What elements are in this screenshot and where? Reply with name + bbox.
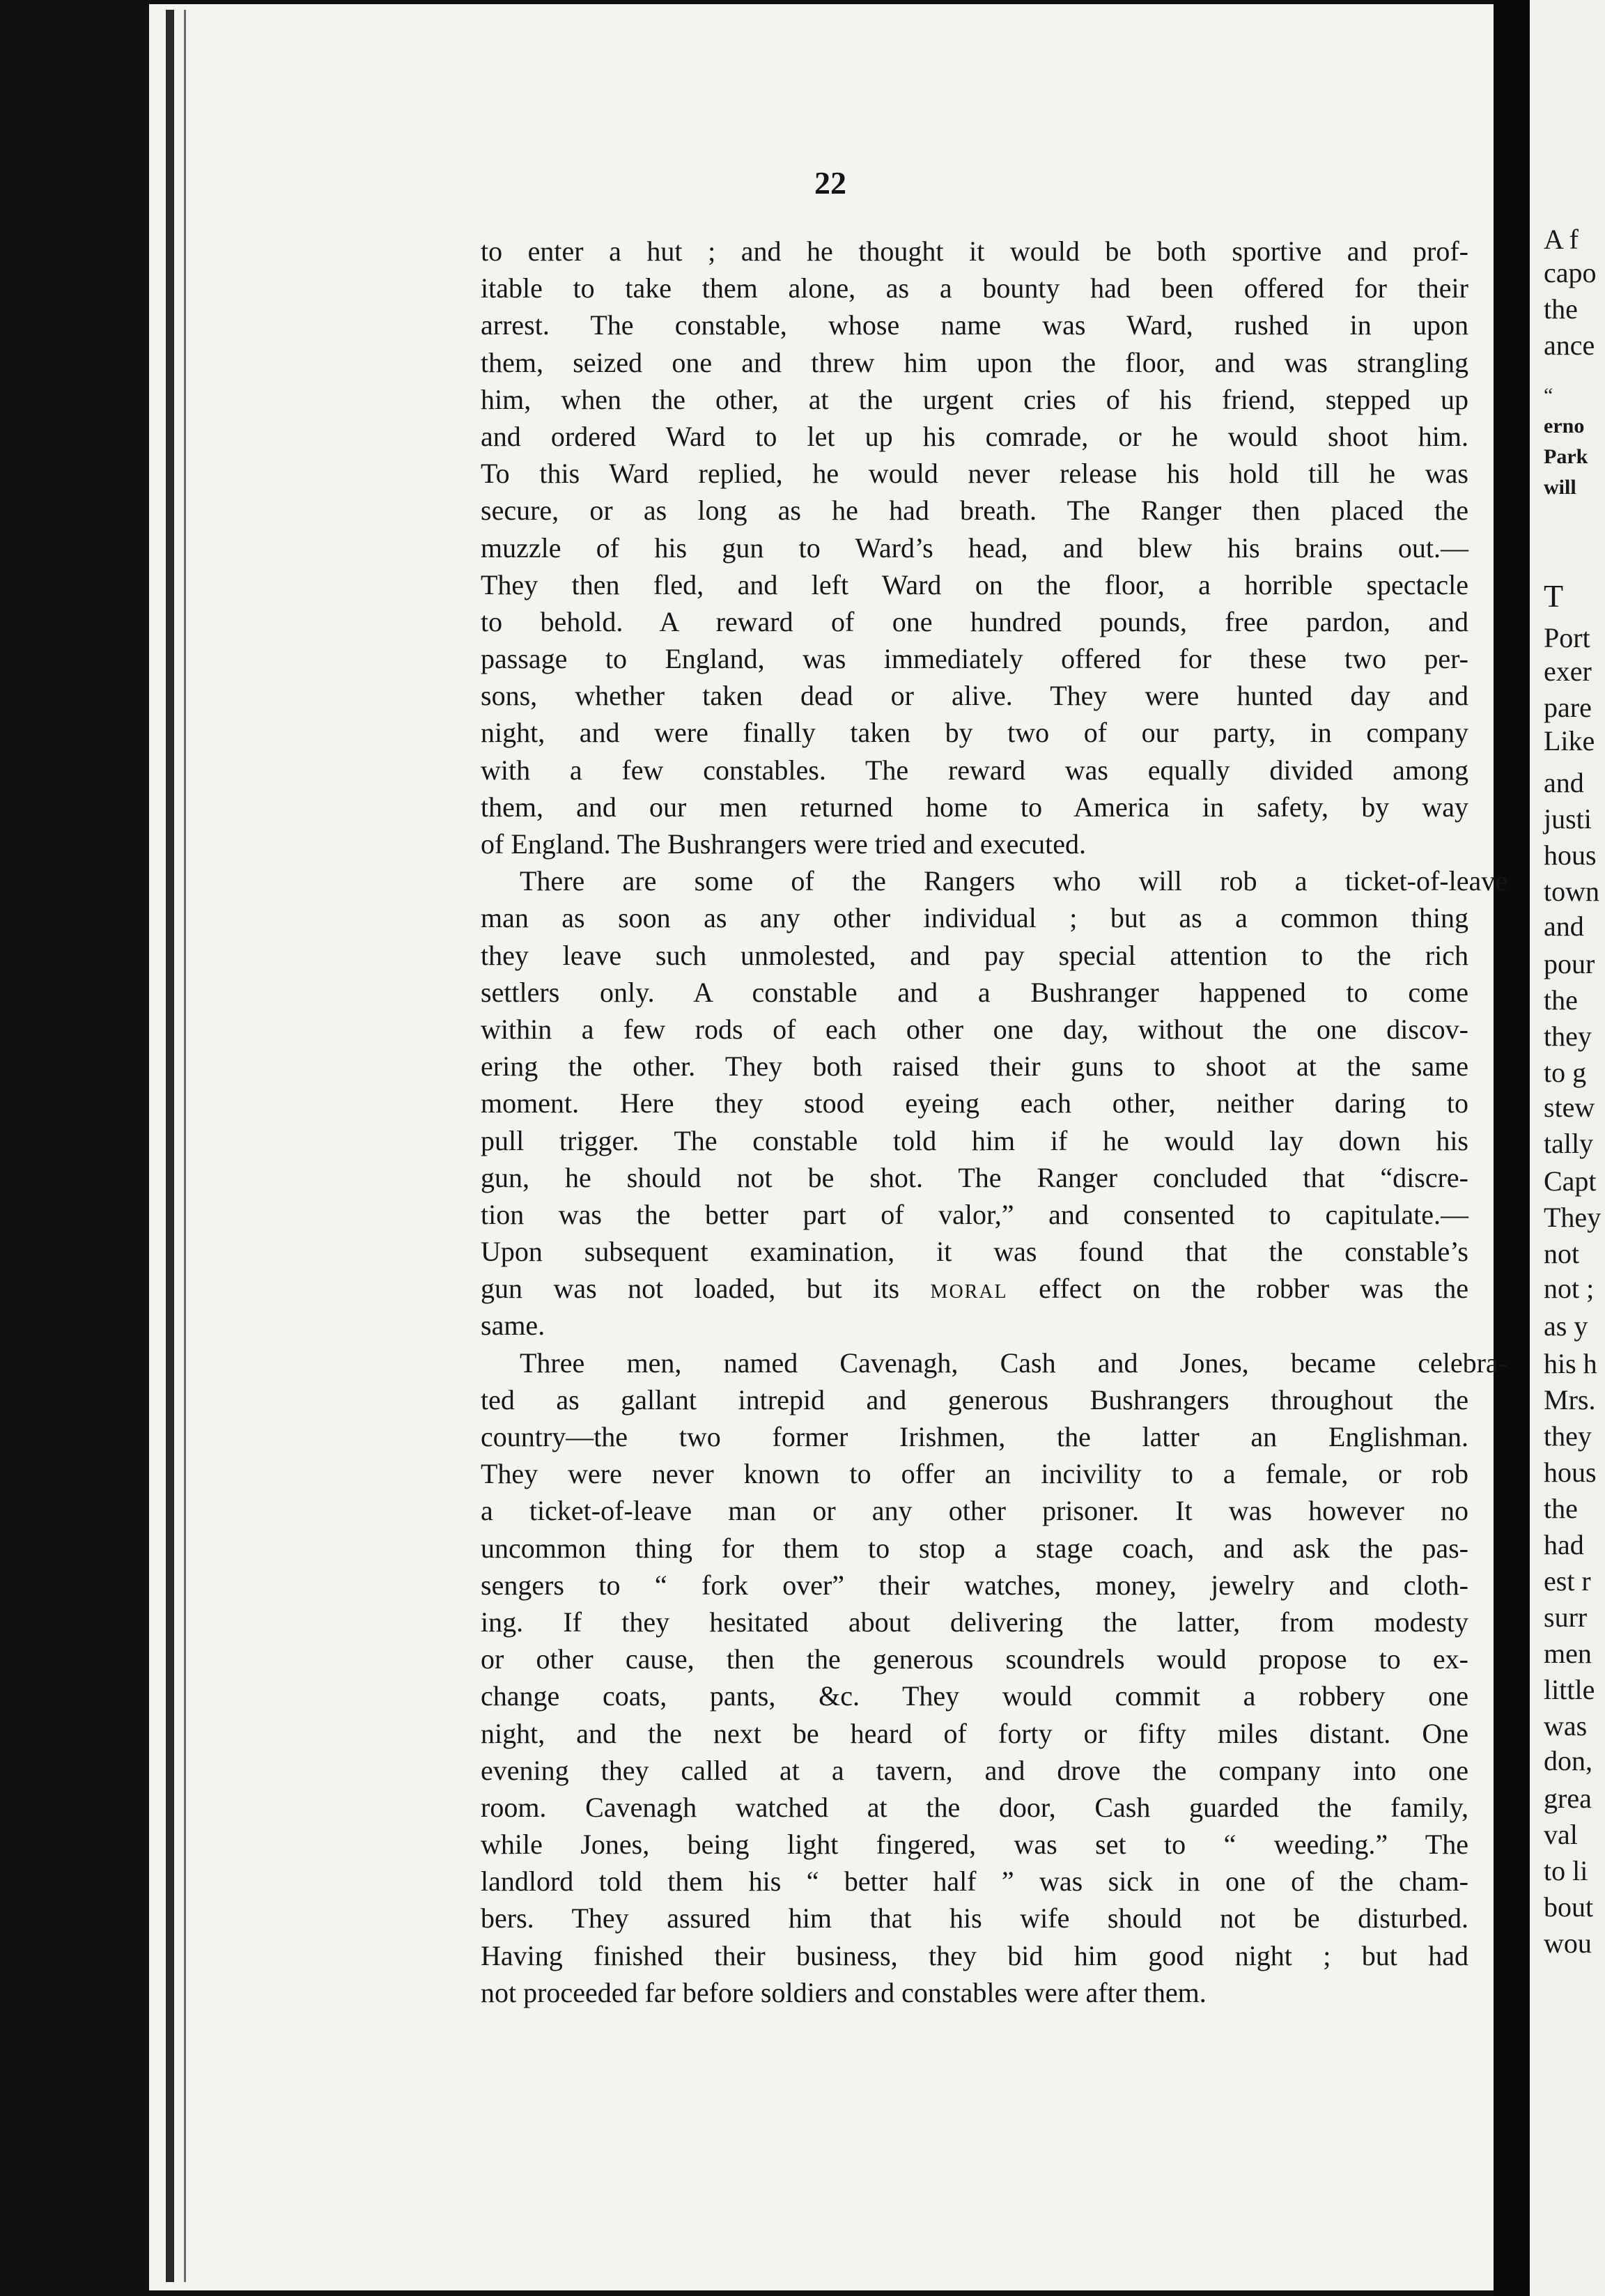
facing-page-line: Port — [1544, 622, 1590, 653]
facing-page-line: pare — [1544, 692, 1592, 723]
text-line: To this Ward replied, he would never release his hold till he was — [481, 458, 1468, 490]
text-line: same. — [481, 1310, 545, 1342]
facing-page-line: town — [1544, 876, 1599, 907]
facing-page-line: don, — [1544, 1745, 1592, 1776]
text-line: him, when the other, at the urgent cries of his friend, stepped up — [481, 383, 1468, 415]
facing-page-line: hous — [1544, 839, 1597, 871]
text-line: settlers only. A constable and a Bushranger happened to come — [481, 976, 1468, 1008]
facing-page-line: his h — [1544, 1348, 1597, 1379]
facing-page-line: to li — [1544, 1855, 1588, 1886]
facing-page-line: little — [1544, 1674, 1595, 1705]
facing-page-line: hous — [1544, 1457, 1597, 1488]
text-line: moment. Here they stood eyeing each other, neither daring to — [481, 1087, 1468, 1119]
facing-page-line: ance — [1544, 329, 1595, 361]
facing-page-line: and — [1544, 767, 1584, 798]
facing-page-line: wou — [1544, 1927, 1592, 1959]
text-line: itable to take them alone, as a bounty had been offered for their — [481, 272, 1468, 304]
text-line: gun was not loaded, but its moral effect on the robber was the — [481, 1273, 1468, 1305]
facing-page-line: stew — [1544, 1092, 1595, 1123]
text-line: They then fled, and left Ward on the floor, a horrible spectacle — [481, 568, 1468, 600]
text-line: country—the two former Irishmen, the latter an Englishman. — [481, 1421, 1468, 1452]
facing-page-line: as y — [1544, 1310, 1588, 1342]
facing-page-fragment — [1530, 0, 1605, 2296]
facing-page-line: the — [1544, 984, 1578, 1016]
facing-page-line: bout — [1544, 1891, 1594, 1923]
text-line: gun, he should not be shot. The Ranger concluded that “discre- — [481, 1161, 1468, 1193]
facing-page-line: tally — [1544, 1128, 1594, 1159]
text-line: muzzle of his gun to Ward’s head, and blew his brains out.— — [481, 532, 1468, 564]
text-line: they leave such unmolested, and pay special attention to the rich — [481, 939, 1468, 971]
text-line: sons, whether taken dead or alive. They were hunted day and — [481, 680, 1468, 712]
body-text — [481, 233, 1507, 2011]
facing-page-line: grea — [1544, 1783, 1592, 1814]
binding-edge-inner — [184, 10, 186, 2282]
facing-page-line: was — [1544, 1710, 1588, 1742]
facing-page-line: Park — [1544, 445, 1588, 468]
facing-page-line: erno — [1544, 414, 1585, 437]
facing-page-line: the — [1544, 293, 1578, 325]
text-line: within a few rods of each other one day, without the one discov- — [481, 1013, 1468, 1045]
facing-page-line: pour — [1544, 948, 1595, 979]
facing-page-line: will — [1544, 476, 1576, 499]
facing-page-line: capo — [1544, 257, 1597, 288]
facing-page-line: they — [1544, 1420, 1592, 1452]
text-line: them, seized one and threw him upon the floor, and was strangling — [481, 346, 1468, 378]
text-line: with a few constables. The reward was equally divided among — [481, 754, 1468, 786]
text-line: to enter a hut ; and he thought it would be both sportive and prof- — [481, 235, 1468, 267]
facing-page-line: They — [1544, 1202, 1602, 1233]
facing-page-line: and — [1544, 910, 1584, 942]
text-line: ted as gallant intrepid and generous Bushrangers throughout the — [481, 1383, 1468, 1415]
facing-page-line: T — [1544, 578, 1564, 614]
text-line: night, and the next be heard of forty or fifty miles distant. One — [481, 1717, 1468, 1749]
facing-page-line: the — [1544, 1493, 1578, 1524]
facing-page-line: had — [1544, 1529, 1584, 1560]
text-line: ing. If they hesitated about delivering the latter, from modesty — [481, 1606, 1468, 1638]
facing-page-line: A f — [1544, 224, 1579, 255]
text-line: evening they called at a tavern, and drove the company into one — [481, 1754, 1468, 1786]
page-number: 22 — [814, 165, 846, 201]
facing-page-line: they — [1544, 1021, 1592, 1052]
text-line: Having finished their business, they bid him good night ; but had — [481, 1939, 1468, 1971]
text-line: Three men, named Cavenagh, Cash and Jones, became celebra- — [520, 1347, 1507, 1379]
facing-page-line: “ — [1544, 384, 1553, 407]
page-gutter — [1494, 0, 1530, 2296]
text-line: landlord told them his “ better half ” was sick in one of the cham- — [481, 1866, 1468, 1898]
facing-page-line: exer — [1544, 656, 1592, 687]
text-line: arrest. The constable, whose name was Ward, rushed in upon — [481, 309, 1468, 341]
facing-page-line: Capt — [1544, 1165, 1597, 1197]
facing-page-line: est r — [1544, 1565, 1591, 1597]
emphasis-word: moral — [930, 1273, 1008, 1305]
text-line: them, and our men returned home to America in safety, by way — [481, 791, 1468, 823]
text-line: of England. The Bushrangers were tried and executed. — [481, 828, 1086, 860]
facing-page-line: to g — [1544, 1057, 1587, 1088]
facing-page-line: men — [1544, 1638, 1592, 1669]
text-line: secure, or as long as he had breath. The Ranger then placed the — [481, 495, 1468, 527]
text-line: They were never known to offer an incivility to a female, or rob — [481, 1458, 1468, 1490]
text-line: while Jones, being light fingered, was set to “ weeding.” The — [481, 1829, 1468, 1861]
text-line: uncommon thing for them to stop a stage coach, and ask the pas- — [481, 1532, 1468, 1564]
text-line: pull trigger. The constable told him if he would lay down his — [481, 1124, 1468, 1156]
text-line: man as soon as any other individual ; but as a common thing — [481, 902, 1468, 934]
binding-edge — [166, 10, 174, 2282]
facing-page-line: not — [1544, 1238, 1580, 1269]
text-line: a ticket-of-leave man or any other prisoner. It was however no — [481, 1495, 1468, 1527]
text-line: bers. They assured him that his wife should not be disturbed. — [481, 1902, 1468, 1934]
text-line: Upon subsequent examination, it was found that the constable’s — [481, 1236, 1468, 1268]
text-line: and ordered Ward to let up his comrade, or he would shoot him. — [481, 420, 1468, 452]
text-line: not proceeded far before soldiers and constables were after them. — [481, 1976, 1207, 2008]
facing-page-line: justi — [1544, 803, 1592, 835]
text-line: tion was the better part of valor,” and consented to capitulate.— — [481, 1198, 1468, 1230]
facing-page-line: not ; — [1544, 1273, 1595, 1304]
text-line: change coats, pants, &c. They would commit a robbery one — [481, 1680, 1468, 1712]
text-line: to behold. A reward of one hundred pounds, free pardon, and — [481, 605, 1468, 637]
text-line: passage to England, was immediately offered for these two per- — [481, 643, 1468, 675]
text-line: room. Cavenagh watched at the door, Cash guarded the family, — [481, 1791, 1468, 1823]
text-line: ering the other. They both raised their guns to shoot at the same — [481, 1050, 1468, 1083]
facing-page-line: Like — [1544, 725, 1595, 757]
text-line: night, and were finally taken by two of our party, in company — [481, 717, 1468, 749]
facing-page-line: Mrs. — [1544, 1384, 1596, 1415]
facing-page-line: surr — [1544, 1601, 1588, 1633]
text-line: or other cause, then the generous scoundrels would propose to ex- — [481, 1643, 1468, 1675]
facing-page-line: val — [1544, 1819, 1578, 1850]
text-line: There are some of the Rangers who will rob a ticket-of-leave — [520, 865, 1507, 897]
text-line: sengers to “ fork over” their watches, money, jewelry and cloth- — [481, 1569, 1468, 1601]
